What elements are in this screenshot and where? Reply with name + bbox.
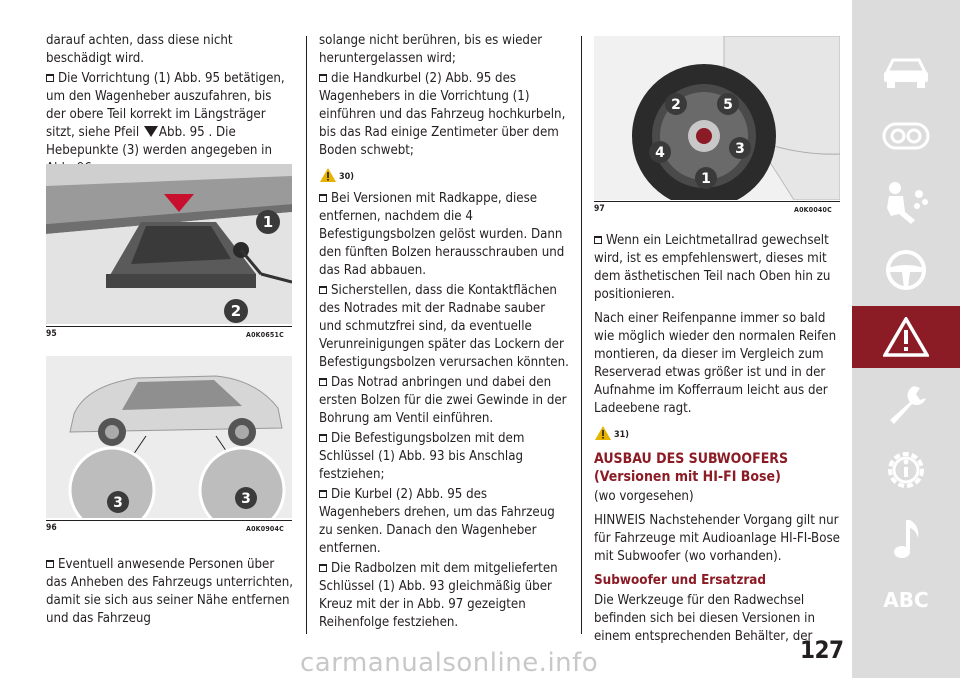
dashboard-icon bbox=[881, 118, 931, 154]
paragraph: darauf achten, dass diese nicht beschädigt wird. bbox=[46, 33, 233, 66]
text-column-1 bbox=[46, 32, 294, 180]
bullet-icon bbox=[319, 434, 327, 442]
text-column-3 bbox=[594, 232, 840, 648]
sidebar-item-technical-data[interactable] bbox=[852, 440, 960, 500]
warning-reference: 31) bbox=[594, 422, 840, 444]
chapter-sidebar bbox=[852, 0, 960, 678]
info-gear-icon bbox=[883, 447, 929, 493]
text-column-2 bbox=[319, 32, 569, 634]
figure-code: A0K0651C bbox=[246, 331, 284, 339]
page-number: 127 bbox=[800, 636, 844, 664]
paragraph: Wenn ein Leichtmetallrad gewechselt wird, ist es empfehlenswert, dieses mit dem ästhetischen Teil nach Oben hin zu positionieren. bbox=[594, 233, 831, 302]
warning-icon bbox=[883, 317, 929, 357]
paragraph: Das Notrad anbringen und dabei den ersten Bolzen für die zwei Gewinde in der Bohrung am Ventil einführen. bbox=[319, 375, 567, 426]
paragraph: solange nicht berühren, bis es wieder heruntergelassen wird; bbox=[319, 33, 543, 66]
paragraph: Bei Versionen mit Radkappe, diese entfernen, nachdem die 4 Befestigungsbolzen gelöst wurden. Dann den fünften Bolzen herausschrauben und das Rad abbauen. bbox=[319, 191, 565, 278]
music-note-icon bbox=[888, 516, 924, 560]
figure-rule bbox=[46, 326, 292, 327]
figure-code: A0K0040C bbox=[794, 206, 832, 214]
paragraph: die Handkurbel (2) Abb. 95 des Wagenhebers in die Vorrichtung (1) einführen und das Fahrzeug hochkurbeln, bis das Rad einige Zentimeter über dem Boden schwebt; bbox=[319, 71, 566, 158]
bullet-icon bbox=[319, 490, 327, 498]
sidebar-item-driving[interactable] bbox=[852, 240, 960, 300]
sidebar-item-safety[interactable] bbox=[852, 172, 960, 232]
sidebar-item-car[interactable] bbox=[852, 44, 960, 100]
bullet-icon bbox=[319, 194, 327, 202]
wheel-illustration bbox=[594, 36, 840, 200]
bullet-icon bbox=[319, 378, 327, 386]
figure-number: 97 bbox=[594, 204, 605, 214]
paragraph: HINWEIS Nachstehender Vorgang gilt nur für Fahrzeuge mit Audioanlage HI-FI-Bose mit Subwoofer (wo vorhanden). bbox=[594, 513, 840, 564]
svg-text:2: 2 bbox=[230, 302, 242, 320]
warning-triangle-icon bbox=[319, 167, 337, 183]
index-label: ABC bbox=[883, 588, 929, 612]
svg-text:1: 1 bbox=[262, 213, 274, 231]
sidebar-item-maintenance[interactable] bbox=[852, 374, 960, 434]
svg-text:3: 3 bbox=[735, 141, 745, 157]
safety-airbag-icon bbox=[881, 180, 931, 224]
svg-text:2: 2 bbox=[671, 97, 681, 113]
bullet-icon bbox=[46, 560, 54, 568]
figure-rule bbox=[594, 201, 840, 202]
figure-rule bbox=[46, 520, 292, 521]
bullet-icon bbox=[594, 236, 602, 244]
svg-text:3: 3 bbox=[113, 495, 123, 511]
text-column-1-continued bbox=[46, 556, 294, 630]
steering-wheel-icon bbox=[884, 248, 928, 292]
sidebar-item-multimedia[interactable] bbox=[852, 510, 960, 566]
paragraph: Die Befestigungsbolzen mit dem Schlüssel (1) Abb. 93 bis Anschlag festziehen; bbox=[319, 431, 525, 482]
figure-95-jack bbox=[46, 164, 292, 324]
column-divider bbox=[306, 36, 307, 634]
paragraph: Eventuell anwesende Personen über das Anheben des Fahrzeugs unterrichten, damit sie sich aus seiner Nähe entfernen und das Fahrzeug bbox=[46, 557, 294, 626]
figure-97-wheel-bolts bbox=[594, 36, 840, 200]
sidebar-item-dashboard[interactable] bbox=[852, 108, 960, 164]
paragraph: Die Vorrichtung (1) Abb. 95 betätigen, um den Wagenheber auszufahren, bis der obere Teil korrekt im Längsträger sitzt, siehe Pfeil Abb. 95 . Die Hebepunkte (3) werden angegeben in bbox=[46, 71, 285, 158]
warning-triangle-icon bbox=[594, 425, 612, 441]
paragraph: (wo vorgesehen) bbox=[594, 489, 694, 504]
column-divider bbox=[581, 36, 582, 634]
warning-reference: 30) bbox=[319, 164, 569, 186]
bullet-icon bbox=[46, 74, 54, 82]
wrench-icon bbox=[884, 382, 928, 426]
car-side-illustration bbox=[46, 356, 292, 518]
paragraph: Sicherstellen, dass die Kontaktflächen des Notrades mit der Radnabe sauber und schmutzfrei sind, da eventuelle Verunreinigungen später das Lockern der Befestigungsbolzen verursachen könnten. bbox=[319, 283, 569, 370]
figure-code: A0K0904C bbox=[246, 525, 284, 533]
svg-text:5: 5 bbox=[723, 97, 733, 113]
bullet-icon bbox=[319, 74, 327, 82]
paragraph: Nach einer Reifenpanne immer so bald wie möglich wieder den normalen Reifen montieren, da dieser im Vergleich zum Reserverad etwas größer ist und in der Aufnahme im Kofferraum leicht aus der Ladeebene ragt. bbox=[594, 311, 837, 416]
paragraph: Die Radbolzen mit dem mitgelieferten Schlüssel (1) Abb. 93 gleichmäßig über Kreuz mit der in Abb. 97 gezeigten Reihenfolge festziehen. bbox=[319, 561, 558, 630]
figure-number: 95 bbox=[46, 329, 57, 339]
figure-number: 96 bbox=[46, 523, 57, 533]
watermark: carmanualsonline.info bbox=[300, 648, 599, 678]
paragraph: Die Werkzeuge für den Radwechsel befinden sich bei diesen Versionen in einem entsprechenden Behälter, der bbox=[594, 593, 815, 644]
section-heading: AUSBAU DES SUBWOOFERS (Versionen mit HI-FI Bose) bbox=[594, 451, 789, 485]
bullet-icon bbox=[319, 286, 327, 294]
svg-text:3: 3 bbox=[241, 491, 251, 507]
arrow-down-icon bbox=[144, 126, 158, 137]
subsection-heading: Subwoofer und Ersatzrad bbox=[594, 573, 767, 588]
car-icon bbox=[881, 54, 931, 90]
svg-text:1: 1 bbox=[701, 171, 711, 187]
bullet-icon bbox=[319, 564, 327, 572]
sidebar-item-emergency[interactable] bbox=[852, 306, 960, 368]
jack-illustration bbox=[46, 164, 292, 324]
paragraph: Die Kurbel (2) Abb. 95 des Wagenhebers drehen, um das Fahrzeug zu senken. Danach den Wagenheber entfernen. bbox=[319, 487, 555, 556]
svg-text:4: 4 bbox=[655, 145, 665, 161]
sidebar-item-index[interactable] bbox=[852, 580, 960, 620]
figure-96-lifting-points bbox=[46, 356, 292, 518]
